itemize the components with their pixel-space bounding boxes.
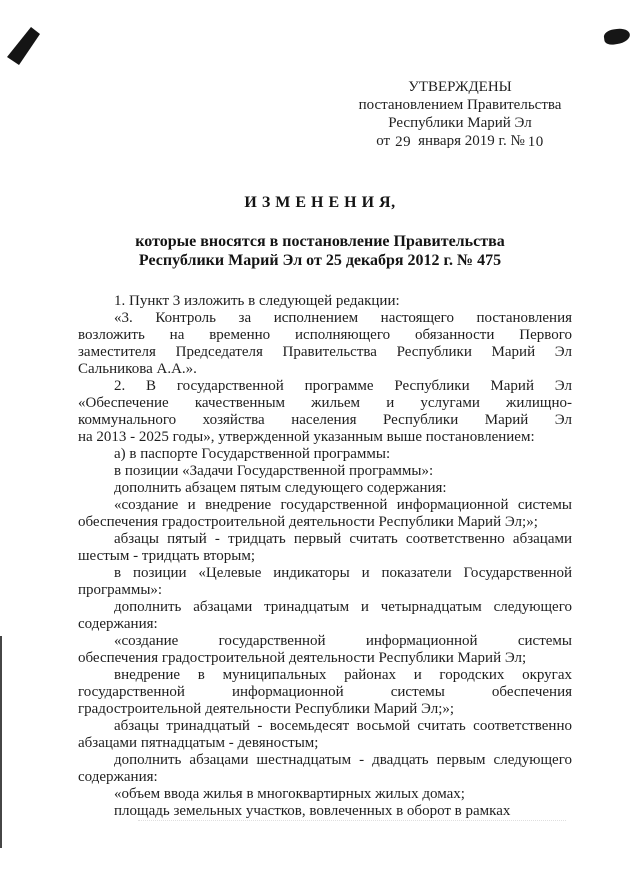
document-body — [78, 293, 572, 820]
text-line: в позиции «Задачи Государственной программы»: — [114, 463, 434, 479]
text-line: в позиции «Целевые индикаторы и показатели Государственной — [114, 565, 572, 581]
text-line: программы»: — [78, 582, 163, 598]
date-prefix: от — [376, 133, 391, 149]
text-line: Сальникова А.А.». — [78, 361, 197, 377]
text-line: 1. Пункт 3 изложить в следующей редакции: — [114, 293, 400, 309]
text-line: возложить на временно исполняющего обязанности Первого — [78, 327, 572, 343]
subtitle-line-1: которые вносятся в постановление Правительства — [135, 233, 505, 250]
document-title: И З М Е Н Е Н И Я, — [244, 194, 396, 211]
text-line: государственной информационной системы обеспечения — [78, 684, 572, 700]
scan-mark-left-edge-icon — [0, 636, 2, 848]
text-line: содержания: — [78, 616, 158, 632]
text-line: «объем ввода жилья в многоквартирных жилых домах; — [114, 786, 465, 802]
doc-number: 10 — [527, 134, 544, 150]
text-line: абзацы пятый - тридцать первый считать соответственно абзацами — [114, 531, 572, 547]
approval-line-republic: Республики Марий Эл — [388, 115, 532, 131]
scan-mark-top-right-icon — [603, 27, 631, 45]
approval-date-line — [342, 132, 578, 150]
text-line: абзацы тринадцатый - восемьдесят восьмой считать соответственно — [114, 718, 572, 734]
text-line: «3. Контроль за исполнением настоящего постановления — [114, 310, 572, 326]
approval-line-approved: УТВЕРЖДЕНЫ — [408, 79, 512, 95]
text-line: «создание государственной информационной системы — [114, 633, 572, 649]
text-line: градостроительной деятельности Республики Марий Эл;»; — [78, 701, 455, 717]
text-line: абзацами пятнадцатым - девяностым; — [78, 735, 319, 751]
text-line: заместителя Председателя Правительства Республики Марий Эл — [78, 344, 572, 360]
text-line: шестым - тридцать вторым; — [78, 548, 256, 564]
subtitle-line-2: Республики Марий Эл от 25 декабря 2012 г. № 475 — [138, 252, 502, 269]
scan-noise-line — [138, 820, 566, 821]
text-line: дополнить абзацами тринадцатым и четырнадцатым следующего — [114, 599, 572, 615]
text-line: коммунального хозяйства населения Республики Марий Эл — [78, 412, 572, 428]
text-line: «Обеспечение качественным жильем и услугами жилищно- — [78, 395, 572, 411]
text-line: обеспечения градостроительной деятельности Республики Марий Эл;»; — [78, 514, 538, 530]
scan-mark-top-left-icon — [5, 25, 47, 67]
text-line: площадь земельных участков, вовлеченных в оборот в рамках — [114, 803, 511, 819]
text-line: внедрение в муниципальных районах и городских округах — [114, 667, 572, 683]
text-line: 2. В государственной программе Республики Марий Эл — [114, 378, 572, 394]
document-subtitle — [0, 232, 640, 270]
text-line: обеспечения градостроительной деятельности Республики Марий Эл; — [78, 650, 527, 666]
approval-block — [342, 78, 578, 150]
date-rest: января 2019 г. № — [418, 133, 525, 149]
date-day: 29 — [395, 134, 412, 150]
text-line: содержания: — [78, 769, 158, 785]
text-line: «создание и внедрение государственной информационной системы — [114, 497, 572, 513]
text-line: на 2013 - 2025 годы», утвержденной указанным выше постановлением: — [78, 429, 535, 445]
approval-line-by-resolution: постановлением Правительства — [358, 97, 562, 113]
text-line: дополнить абзацем пятым следующего содержания: — [114, 480, 447, 496]
text-line: дополнить абзацами шестнадцатым - двадцать первым следующего — [114, 752, 572, 768]
text-line: а) в паспорте Государственной программы: — [114, 446, 391, 462]
